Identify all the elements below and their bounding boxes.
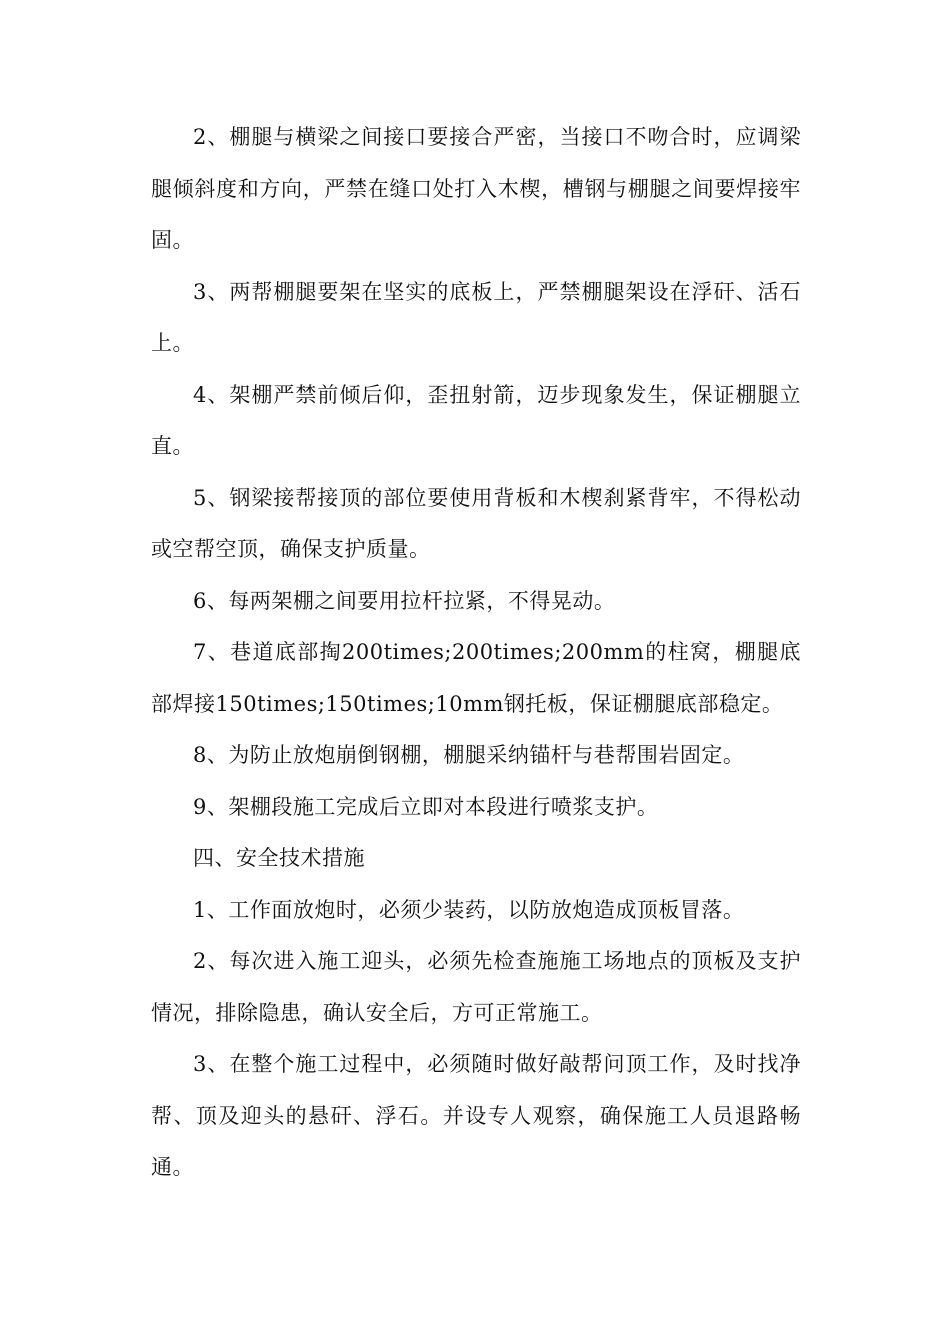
paragraph-item-3-legs: 3、两帮棚腿要架在坚实的底板上，严禁棚腿架设在浮矸、活石上。 bbox=[151, 279, 801, 355]
safety-item-1-blasting: 1、工作面放炮时，必须少装药，以防放炮造成顶板冒落。 bbox=[193, 897, 745, 922]
paragraph-item-5-backing: 5、钢梁接帮接顶的部位要使用背板和木楔刹紧背牢，不得松动或空帮空顶，确保支护质量。 bbox=[151, 485, 801, 561]
paragraph-item-9-shotcrete: 9、架棚段施工完成后立即对本段进行喷浆支护。 bbox=[193, 794, 659, 819]
paragraph-item-7-sockets: 7、巷道底部掏200times;200times;200mm的柱窝，棚腿底部焊接150times;150times;10mm钢托板，保证棚腿底部稳定。 bbox=[151, 640, 801, 716]
safety-item-3-roof-check: 3、在整个施工过程中，必须随时做好敲帮问顶工作，及时找净帮、顶及迎头的悬矸、浮石。并设专人观察，确保施工人员退路畅通。 bbox=[151, 1052, 801, 1179]
safety-item-2-inspection: 2、每次进入施工迎头，必须先检查施施工场地点的顶板及支护情况，排除隐患，确认安全后，方可正常施工。 bbox=[151, 949, 801, 1025]
document-body bbox=[151, 112, 801, 1194]
paragraph-item-2-joint: 2、棚腿与横梁之间接口要接合严密，当接口不吻合时，应调梁腿倾斜度和方向，严禁在缝口处打入木楔，槽钢与棚腿之间要焊接牢固。 bbox=[151, 125, 801, 252]
paragraph-item-6-tie-rods: 6、每两架棚之间要用拉杆拉紧，不得晃动。 bbox=[193, 588, 616, 613]
section-heading-safety: 四、安全技术措施 bbox=[193, 846, 365, 870]
paragraph-item-4-upright: 4、架棚严禁前倾后仰，歪扭射箭，迈步现象发生，保证棚腿立直。 bbox=[151, 382, 801, 458]
paragraph-item-8-anchors: 8、为防止放炮崩倒钢棚，棚腿采纳锚杆与巷帮围岩固定。 bbox=[193, 743, 745, 767]
